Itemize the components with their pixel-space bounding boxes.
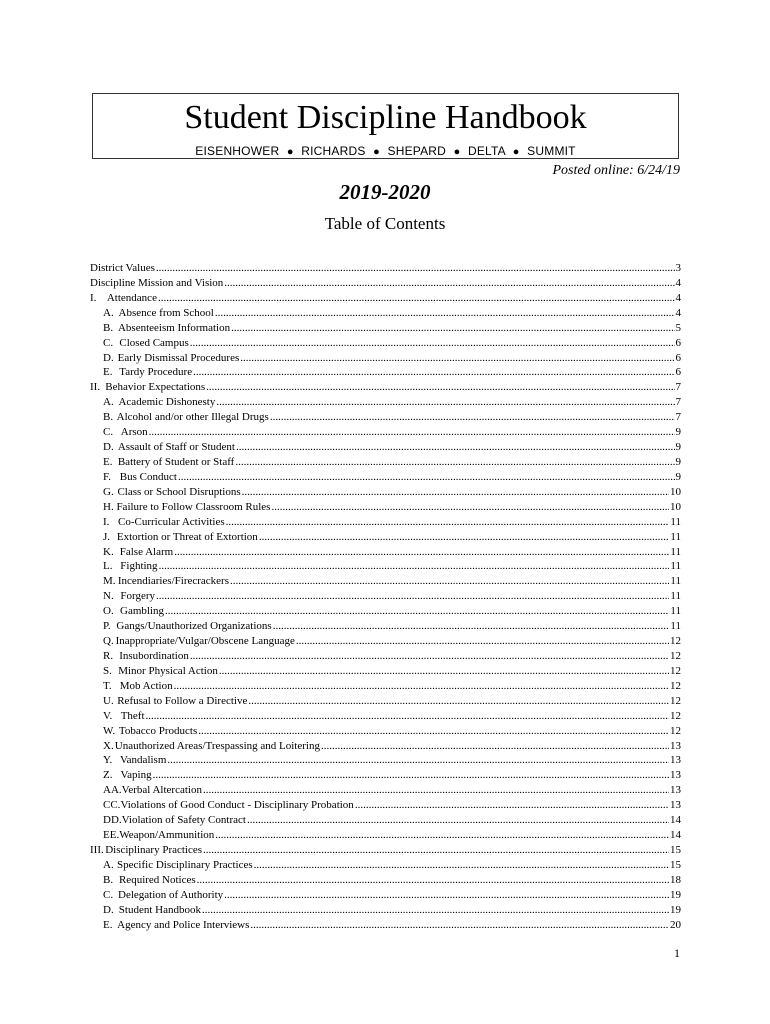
school-name: RICHARDS: [301, 144, 366, 158]
dot-leader: [167, 753, 669, 768]
toc-entry-label: Required Notices: [118, 873, 196, 886]
toc-entry-page: 13: [670, 769, 681, 782]
toc-entry-label: Extortion or Threat of Extortion: [116, 530, 258, 543]
toc-entry-page: 13: [670, 799, 681, 812]
toc-entry-label: Minor Physical Action: [118, 664, 218, 677]
toc-entry-page: 4: [675, 291, 681, 304]
toc-entry[interactable]: [90, 903, 681, 918]
toc-entry[interactable]: [90, 694, 681, 709]
toc-entry[interactable]: [90, 440, 681, 455]
school-name: SHEPARD: [387, 144, 447, 158]
toc-entry[interactable]: [90, 664, 681, 679]
toc-entry[interactable]: [90, 515, 681, 530]
dot-leader: [193, 365, 674, 380]
toc-entry-page: 9: [675, 441, 681, 454]
dot-leader: [296, 634, 669, 649]
toc-entry-page: 10: [670, 500, 681, 513]
toc-entry[interactable]: [90, 783, 681, 798]
toc-entry-page: 9: [675, 455, 681, 468]
toc-entry-label: Tardy Procedure: [119, 366, 193, 379]
toc-entry-page: 14: [670, 814, 681, 827]
toc-entry-label: Violation of Safety Contract: [121, 814, 246, 827]
toc-entry-label: False Alarm: [119, 545, 174, 558]
toc-entry[interactable]: [90, 634, 681, 649]
toc-entry-label: Battery of Student or Staff: [117, 455, 235, 468]
toc-entry-page: 13: [670, 754, 681, 767]
toc-entry-page: 12: [670, 649, 681, 662]
toc-entry-label: Absenteeism Information: [117, 321, 231, 334]
toc-entry-marker: EE.: [103, 829, 120, 842]
dot-leader: [203, 843, 669, 858]
toc-entry-label: Weapon/Ammunition: [119, 829, 215, 842]
toc-entry-marker: M.: [103, 575, 116, 588]
toc-entry[interactable]: [90, 380, 681, 395]
dot-leader: [321, 739, 669, 754]
dot-leader: [215, 828, 669, 843]
toc-entry-marker: II.: [90, 381, 101, 394]
toc-entry-page: 15: [670, 843, 681, 856]
bullet-icon: ●: [286, 146, 294, 158]
dot-leader: [156, 589, 669, 604]
toc-entry-page: 11: [670, 530, 681, 543]
toc-entry-marker: III.: [90, 843, 104, 856]
toc-entry-label: Verbal Altercation: [121, 784, 202, 797]
toc-entry-marker: O.: [103, 605, 114, 618]
toc-entry[interactable]: [90, 619, 681, 634]
toc-entry-label: Bus Conduct: [119, 470, 177, 483]
toc-entry-label: District Values: [90, 262, 155, 274]
dot-leader: [216, 395, 674, 410]
toc-entry-label: Absence from School: [118, 306, 214, 319]
toc-entry-marker: K.: [103, 545, 114, 558]
toc-entry-page: 6: [675, 351, 681, 364]
toc-entry-marker: W.: [103, 724, 116, 737]
toc-entry-marker: G.: [103, 485, 114, 498]
toc-entry-marker: B.: [103, 873, 114, 886]
toc-entry[interactable]: [90, 559, 681, 574]
dot-leader: [156, 261, 675, 276]
dot-leader: [224, 276, 674, 291]
dot-leader: [224, 888, 669, 903]
toc-entry-label: Early Dismissal Procedures: [117, 351, 240, 364]
dot-leader: [219, 664, 669, 679]
toc-entry-label: Mob Action: [119, 679, 173, 692]
toc-entry[interactable]: [90, 798, 681, 813]
toc-entry[interactable]: [90, 739, 681, 754]
toc-entry[interactable]: [90, 828, 681, 843]
toc-entry-marker: J.: [103, 530, 111, 543]
dot-leader: [236, 440, 675, 455]
dot-leader: [190, 336, 675, 351]
dot-leader: [235, 455, 674, 470]
dot-leader: [230, 574, 669, 589]
toc-entry-page: 3: [675, 262, 681, 274]
toc-entry-marker: B.: [103, 321, 114, 334]
toc-entry-marker: N.: [103, 590, 114, 603]
toc-entry[interactable]: [90, 485, 681, 500]
toc-entry-marker: U.: [103, 694, 114, 707]
toc-entry-page: 9: [675, 470, 681, 483]
toc-entry-page: 11: [670, 605, 681, 618]
toc-entry[interactable]: [90, 470, 681, 485]
school-name: DELTA: [467, 144, 506, 158]
toc-entry[interactable]: [90, 753, 681, 768]
toc-entry-page: 14: [670, 829, 681, 842]
toc-entry[interactable]: [90, 858, 681, 873]
dot-leader: [271, 500, 669, 515]
bullet-icon: ●: [373, 146, 380, 158]
toc-entry-marker: S.: [103, 664, 112, 677]
toc-entry-page: 12: [670, 635, 681, 648]
dot-leader: [149, 425, 675, 440]
dot-leader: [231, 321, 674, 336]
toc-entry-marker: A.: [103, 396, 114, 409]
toc-entry-page: 12: [670, 664, 681, 677]
dot-leader: [165, 604, 669, 619]
toc-entry-page: 11: [670, 515, 681, 528]
toc-entry-label: Vaping: [120, 769, 152, 782]
toc-entry[interactable]: [90, 918, 681, 933]
toc-entry[interactable]: [90, 500, 681, 515]
dot-leader: [202, 903, 669, 918]
toc-entry[interactable]: [90, 873, 681, 888]
toc-entry[interactable]: [90, 813, 681, 828]
toc-entry-page: 11: [670, 560, 681, 573]
toc-entry[interactable]: [90, 410, 681, 425]
dot-leader: [247, 813, 669, 828]
toc-entry-label: Closed Campus: [119, 336, 189, 349]
toc-entry-label: Gangs/Unauthorized Organizations: [116, 620, 272, 633]
toc-entry[interactable]: [90, 574, 681, 589]
toc-entry-page: 13: [670, 739, 681, 752]
dot-leader: [158, 291, 675, 306]
toc-entry[interactable]: [90, 768, 681, 783]
toc-entry-page: 11: [670, 590, 681, 603]
toc-entry-marker: E.: [103, 455, 113, 468]
toc-entry-label: Academic Dishonesty: [118, 396, 216, 409]
toc-entry-marker: D.: [103, 351, 114, 364]
toc-entry-label: Assault of Staff or Student: [117, 441, 235, 454]
toc-entry[interactable]: [90, 724, 681, 739]
toc-entry-marker: Y.: [103, 754, 113, 767]
dot-leader: [174, 545, 669, 560]
dot-leader: [203, 783, 669, 798]
dot-leader: [190, 649, 669, 664]
toc-heading: Table of Contents: [324, 214, 446, 233]
toc-entry[interactable]: [90, 306, 681, 321]
dot-leader: [355, 798, 669, 813]
toc-entry[interactable]: [90, 365, 681, 380]
toc-entry-label: Fighting: [120, 560, 158, 573]
toc-entry-page: 4: [675, 306, 681, 319]
toc-entry[interactable]: [90, 888, 681, 903]
toc-entry-marker: D.: [103, 441, 114, 454]
toc-entry-marker: H.: [103, 500, 114, 513]
toc-entry[interactable]: [90, 291, 681, 306]
toc-entry-page: 7: [675, 411, 681, 424]
toc-entry-page: 11: [670, 620, 681, 633]
toc-entry-label: Alcohol and/or other Illegal Drugs: [116, 411, 269, 424]
dot-leader: [240, 351, 674, 366]
toc-entry[interactable]: [90, 395, 681, 410]
toc-entry-label: Unauthorized Areas/Trespassing and Loitering: [114, 739, 320, 752]
toc-entry-page: 11: [670, 575, 681, 588]
toc-entry-label: Insubordination: [119, 649, 189, 662]
toc-entry-marker: Q.: [103, 635, 114, 648]
toc-entry[interactable]: [90, 709, 681, 724]
toc-entry-page: 19: [670, 903, 681, 916]
toc-entry-page: 15: [670, 858, 681, 871]
toc-entry-marker: AA.: [103, 784, 122, 797]
dot-leader: [206, 380, 674, 395]
toc-entry-page: 7: [675, 396, 681, 409]
bullet-icon: ●: [453, 146, 461, 158]
toc-entry-marker: E.: [103, 918, 113, 931]
toc-entry[interactable]: [90, 351, 681, 366]
toc-entry-marker: R.: [103, 649, 114, 662]
document-title: Student Discipline Handbook: [184, 99, 587, 136]
toc-entry-label: Disciplinary Practices: [105, 843, 203, 856]
title-box: [92, 93, 679, 159]
toc-entry-marker: D.: [103, 903, 114, 916]
toc-entry-label: Attendance: [106, 291, 157, 304]
dot-leader: [198, 724, 669, 739]
toc-entry-label: Agency and Police Interviews: [117, 918, 250, 931]
toc-entry-marker: DD.: [103, 814, 122, 827]
toc-entry-page: 5: [675, 321, 681, 334]
toc-entry-marker: F.: [103, 470, 111, 483]
toc-entry-marker: A.: [103, 858, 114, 871]
toc-entry-label: Class or School Disruptions: [117, 485, 241, 498]
toc-entry-label: Failure to Follow Classroom Rules: [116, 500, 271, 513]
table-of-contents: [90, 261, 681, 932]
dot-leader: [254, 858, 669, 873]
toc-entry-page: 11: [670, 545, 681, 558]
toc-entry-marker: CC.: [103, 799, 121, 812]
toc-entry-label: Delegation of Authority: [118, 888, 224, 901]
toc-entry-page: 19: [670, 888, 681, 901]
toc-entry-label: Arson: [120, 426, 148, 439]
toc-entry-page: 6: [675, 366, 681, 379]
dot-leader: [242, 485, 669, 500]
dot-leader: [146, 709, 669, 724]
toc-entry-label: Gambling: [120, 605, 165, 618]
toc-entry-label: Specific Disciplinary Practices: [117, 858, 253, 871]
toc-entry-label: Inappropriate/Vulgar/Obscene Language: [115, 635, 295, 648]
dot-leader: [273, 619, 670, 634]
toc-entry-marker: Z.: [103, 769, 113, 782]
toc-entry-label: Vandalism: [119, 754, 167, 767]
toc-entry-label: Discipline Mission and Vision: [90, 276, 224, 289]
dot-leader: [248, 694, 669, 709]
toc-entry-label: Forgery: [120, 590, 155, 603]
school-year: 2019-2020: [339, 180, 431, 204]
toc-entry-marker: I.: [90, 291, 97, 304]
dot-leader: [259, 530, 670, 545]
toc-entry-page: 13: [670, 784, 681, 797]
toc-entry[interactable]: [90, 679, 681, 694]
toc-entry[interactable]: [90, 321, 681, 336]
bullet-icon: ●: [512, 146, 520, 158]
toc-entry[interactable]: [90, 425, 681, 440]
page-number: 1: [674, 946, 680, 960]
toc-entry-marker: L.: [103, 560, 113, 573]
toc-entry-label: Incendiaries/Firecrackers: [117, 575, 230, 588]
toc-entry[interactable]: [90, 604, 681, 619]
toc-entry-marker: I.: [103, 515, 110, 528]
toc-entry-page: 12: [670, 724, 681, 737]
toc-entry-page: 10: [670, 485, 681, 498]
toc-entry[interactable]: [90, 455, 681, 470]
dot-leader: [153, 768, 669, 783]
toc-entry-marker: X.: [103, 739, 114, 752]
toc-entry-label: Violations of Good Conduct - Disciplinary Probation: [120, 799, 354, 812]
toc-entry-page: 7: [675, 381, 681, 394]
toc-entry-page: 12: [670, 709, 681, 722]
toc-entry-marker: C.: [103, 888, 114, 901]
dot-leader: [174, 679, 669, 694]
toc-entry[interactable]: [90, 530, 681, 545]
toc-entry-label: Co-Curricular Activities: [118, 515, 225, 528]
dot-leader: [159, 559, 670, 574]
toc-entry-marker: T.: [103, 679, 112, 692]
school-name: EISENHOWER: [195, 144, 280, 158]
toc-entry-marker: B.: [103, 411, 114, 424]
toc-entry-label: Behavior Expectations: [105, 381, 206, 394]
toc-entry-label: Student Handbook: [118, 903, 201, 916]
toc-entry-marker: P.: [103, 620, 111, 633]
toc-entry-page: 6: [675, 336, 681, 349]
dot-leader: [215, 306, 675, 321]
dot-leader: [197, 873, 669, 888]
dot-leader: [250, 918, 669, 933]
toc-entry[interactable]: [90, 336, 681, 351]
toc-entry[interactable]: [90, 276, 681, 291]
toc-entry[interactable]: [90, 261, 681, 276]
school-list: [93, 144, 678, 159]
dot-leader: [270, 410, 675, 425]
toc-entry-marker: V.: [103, 709, 113, 722]
toc-entry[interactable]: [90, 843, 681, 858]
toc-entry-page: 20: [670, 918, 681, 931]
toc-entry-marker: A.: [103, 306, 114, 319]
toc-entry-page: 18: [670, 873, 681, 886]
toc-entry-marker: C.: [103, 336, 114, 349]
toc-entry[interactable]: [90, 545, 681, 560]
toc-entry-label: Tobacco Products: [118, 724, 198, 737]
toc-entry-page: 12: [670, 694, 681, 707]
posted-date: Posted online: 6/24/19: [552, 163, 680, 178]
toc-entry-marker: E.: [103, 366, 113, 379]
toc-entry[interactable]: [90, 649, 681, 664]
toc-entry-page: 12: [670, 679, 681, 692]
toc-entry-page: 4: [675, 276, 681, 289]
toc-entry[interactable]: [90, 589, 681, 604]
toc-entry-marker: C.: [103, 426, 114, 439]
toc-entry-label: Refusal to Follow a Directive: [117, 694, 248, 707]
dot-leader: [226, 515, 670, 530]
dot-leader: [178, 470, 675, 485]
school-name: SUMMIT: [527, 144, 576, 158]
toc-entry-label: Theft: [120, 709, 145, 722]
toc-entry-page: 9: [675, 426, 681, 439]
